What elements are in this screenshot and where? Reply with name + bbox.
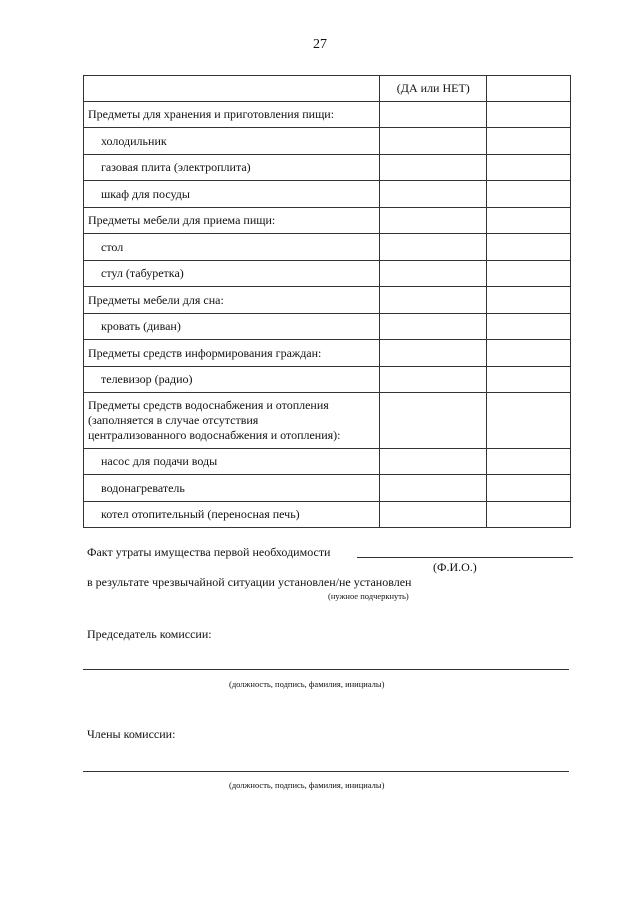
- table-row: [84, 208, 571, 234]
- extra-cell[interactable]: [487, 128, 571, 155]
- fact-result-text: в результате чрезвычайной ситуации установлен/не установлен: [87, 575, 412, 589]
- yes-no-cell[interactable]: [380, 475, 487, 502]
- table-row: [84, 181, 571, 208]
- item-label: котел отопительный (переносная печь): [84, 502, 380, 528]
- extra-cell[interactable]: [487, 287, 571, 314]
- group-label-line: Предметы средств водоснабжения и отопления: [88, 398, 329, 412]
- item-label: стул (табуретка): [84, 261, 380, 287]
- table-header-row: [84, 76, 571, 102]
- chairman-label: Председатель комиссии:: [87, 627, 212, 641]
- fact-label: Факт утраты имущества первой необходимости: [87, 545, 331, 559]
- table-row: [84, 234, 571, 261]
- extra-cell[interactable]: [487, 367, 571, 393]
- group-label: Предметы мебели для приема пищи:: [84, 208, 380, 234]
- extra-cell[interactable]: [487, 234, 571, 261]
- table-row: [84, 155, 571, 181]
- extra-cell[interactable]: [487, 449, 571, 475]
- page-number: 27: [313, 37, 327, 52]
- item-label: шкаф для посуды: [84, 181, 380, 208]
- item-label: кровать (диван): [84, 314, 380, 340]
- yes-no-cell[interactable]: [380, 234, 487, 261]
- table-row: [84, 502, 571, 528]
- table-row: [84, 102, 571, 128]
- yes-no-cell[interactable]: [380, 340, 487, 367]
- yes-no-cell[interactable]: [380, 367, 487, 393]
- table-row: [84, 314, 571, 340]
- fact-hint: (нужное подчеркнуть): [328, 591, 409, 601]
- extra-cell[interactable]: [487, 475, 571, 502]
- members-label: Члены комиссии:: [87, 727, 176, 741]
- table-row: [84, 261, 571, 287]
- group-label: Предметы мебели для сна:: [84, 287, 380, 314]
- group-label-line: (заполняется в случае отсутствия: [88, 413, 259, 427]
- yes-no-cell[interactable]: [380, 181, 487, 208]
- header-cell-blank: [487, 76, 571, 102]
- table-row: [84, 393, 571, 449]
- yes-no-cell[interactable]: [380, 155, 487, 181]
- extra-cell[interactable]: [487, 155, 571, 181]
- item-label: водонагреватель: [84, 475, 380, 502]
- fio-underline: [357, 557, 573, 558]
- group-label: Предметы для хранения и приготовления пищи:: [84, 102, 380, 128]
- chairman-signature-line: [83, 669, 569, 670]
- group-label: [84, 393, 380, 449]
- members-signature-line: [83, 771, 569, 772]
- yes-no-cell[interactable]: [380, 449, 487, 475]
- members-caption: (должность, подпись, фамилия, инициалы): [229, 780, 385, 790]
- property-table: [83, 75, 571, 528]
- group-label-line: централизованного водоснабжения и отопления):: [88, 428, 341, 442]
- item-label: стол: [84, 234, 380, 261]
- extra-cell[interactable]: [487, 208, 571, 234]
- yes-no-cell[interactable]: [380, 102, 487, 128]
- table-row: [84, 340, 571, 367]
- yes-no-cell[interactable]: [380, 128, 487, 155]
- item-label: телевизор (радио): [84, 367, 380, 393]
- extra-cell[interactable]: [487, 314, 571, 340]
- chairman-caption: (должность, подпись, фамилия, инициалы): [229, 679, 385, 689]
- yes-no-cell[interactable]: [380, 314, 487, 340]
- yes-no-cell[interactable]: [380, 287, 487, 314]
- item-label: холодильник: [84, 128, 380, 155]
- extra-cell[interactable]: [487, 502, 571, 528]
- yes-no-cell[interactable]: [380, 502, 487, 528]
- table-row: [84, 367, 571, 393]
- group-label: Предметы средств информирования граждан:: [84, 340, 380, 367]
- extra-cell[interactable]: [487, 102, 571, 128]
- header-cell-yes-no: (ДА или НЕТ): [380, 76, 487, 102]
- extra-cell[interactable]: [487, 261, 571, 287]
- yes-no-cell[interactable]: [380, 208, 487, 234]
- item-label: газовая плита (электроплита): [84, 155, 380, 181]
- extra-cell[interactable]: [487, 181, 571, 208]
- table-row: [84, 475, 571, 502]
- table-row: [84, 449, 571, 475]
- yes-no-cell[interactable]: [380, 261, 487, 287]
- extra-cell[interactable]: [487, 340, 571, 367]
- table-row: [84, 128, 571, 155]
- extra-cell[interactable]: [487, 393, 571, 449]
- fio-label: (Ф.И.О.): [433, 560, 477, 574]
- header-cell-item: [84, 76, 380, 102]
- yes-no-cell[interactable]: [380, 393, 487, 449]
- item-label: насос для подачи воды: [84, 449, 380, 475]
- table-row: [84, 287, 571, 314]
